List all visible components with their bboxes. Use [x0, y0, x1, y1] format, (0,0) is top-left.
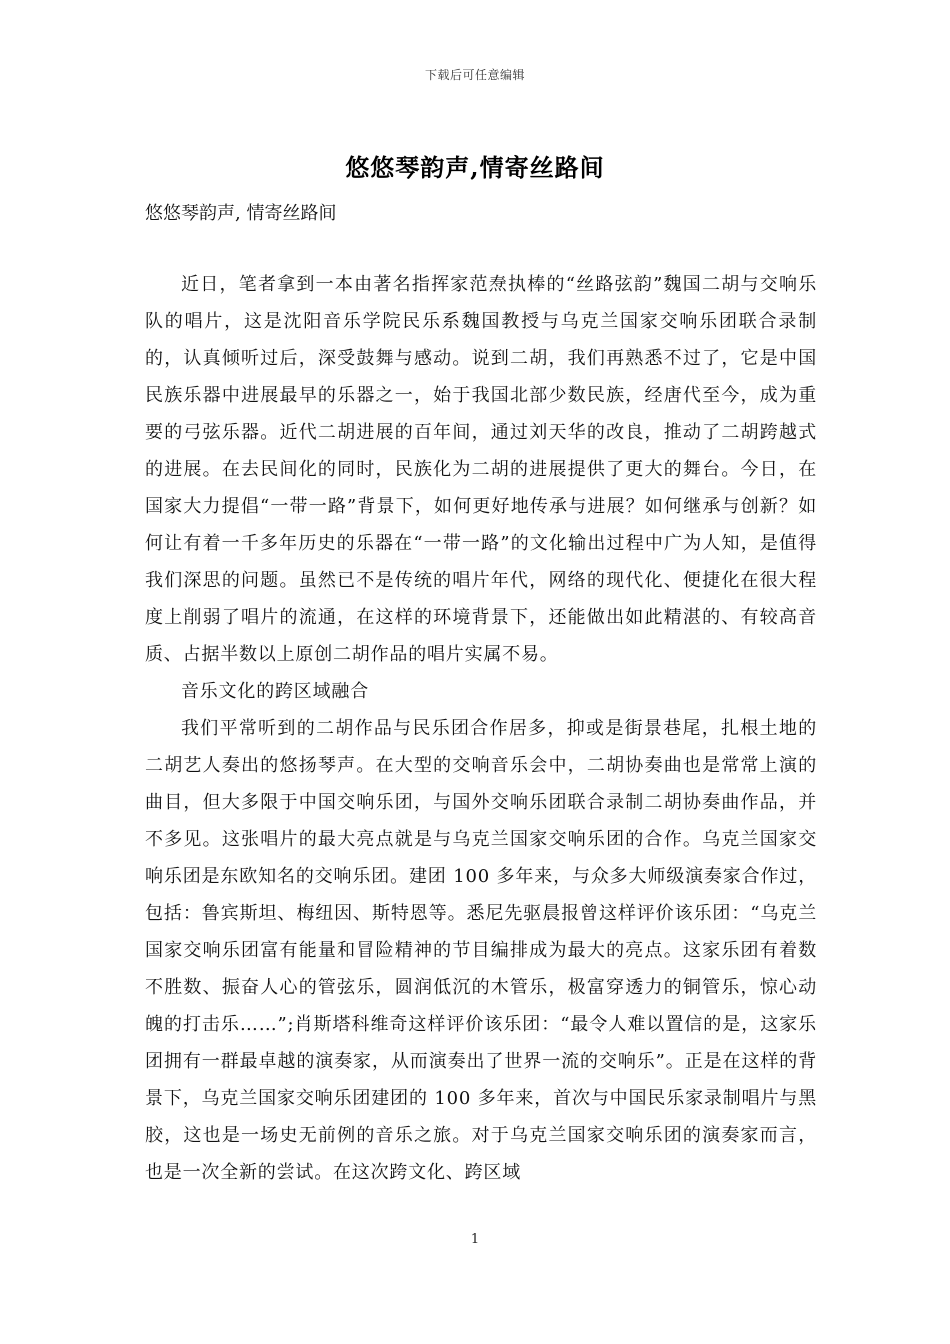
body-paragraph: 我们平常听到的二胡作品与民乐团合作居多，抑或是街景巷尾，扎根土地的二胡艺人奏出的悠扬琴声。在大型的交响音乐会中，二胡协奏曲也是常常上演的曲目，但大多限于中国交响乐团，与国外交响乐团联合录制二胡协奏曲作品，并不多见。这张唱片的最大亮点就是与乌克兰国家交响乐团的合作。乌克兰国家交响乐团是东欧知名的交响乐团。建团 100 多年来，与众多大师级演奏家合作过，包括：鲁宾斯坦、梅纽因、斯特恩等。悉尼先驱晨报曾这样评价该乐团：“乌克兰国家交响乐团富有能量和冒险精神的节目编排成为最大的亮点。这家乐团有着数不胜数、振奋人心的管弦乐，圆润低沉的木管乐，极富穿透力的铜管乐，惊心动魄的打击乐……”;肖斯塔科维奇这样评价该乐团：“最令人难以置信的是，这家乐团拥有一群最卓越的演奏家，从而演奏出了世界一流的交响乐”。正是在这样的背景下，乌克兰国家交响乐团建团的 100 多年来，首次与中国民乐家录制唱片与黑胶，这也是一场史无前例的音乐之旅。对于乌克兰国家交响乐团的演奏家而言，也是一次全新的尝试。在这次跨文化、跨区域: [145, 718, 817, 1183]
document-subtitle: 悠悠琴韵声, 情寄丝路间: [145, 203, 337, 224]
document-body: [145, 266, 817, 1191]
document-title: 悠悠琴韵声,情寄丝路间: [345, 153, 605, 182]
header-note: 下载后可任意编辑: [424, 68, 525, 82]
page-number: 1: [470, 1232, 480, 1247]
section-heading: 音乐文化的跨区域融合: [181, 681, 369, 702]
body-paragraph: 近日，笔者拿到一本由著名指挥家范焘执棒的“丝路弦韵”魏国二胡与交响乐队的唱片，这是沈阳音乐学院民乐系魏国教授与乌克兰国家交响乐团联合录制的，认真倾听过后，深受鼓舞与感动。说到二胡，我们再熟悉不过了，它是中国民族乐器中进展最早的乐器之一，始于我国北部少数民族，经唐代至今，成为重要的弓弦乐器。近代二胡进展的百年间，通过刘天华的改良，推动了二胡跨越式的进展。在去民间化的同时，民族化为二胡的进展提供了更大的舞台。今日，在国家大力提倡“一带一路”背景下，如何更好地传承与进展？如何继承与创新？如何让有着一千多年历史的乐器在“一带一路”的文化输出过程中广为人知，是值得我们深思的问题。虽然已不是传统的唱片年代，网络的现代化、便捷化在很大程度上削弱了唱片的流通，在这样的环境背景下，还能做出如此精湛的、有较高音质、占据半数以上原创二胡作品的唱片实属不易。: [145, 274, 817, 665]
